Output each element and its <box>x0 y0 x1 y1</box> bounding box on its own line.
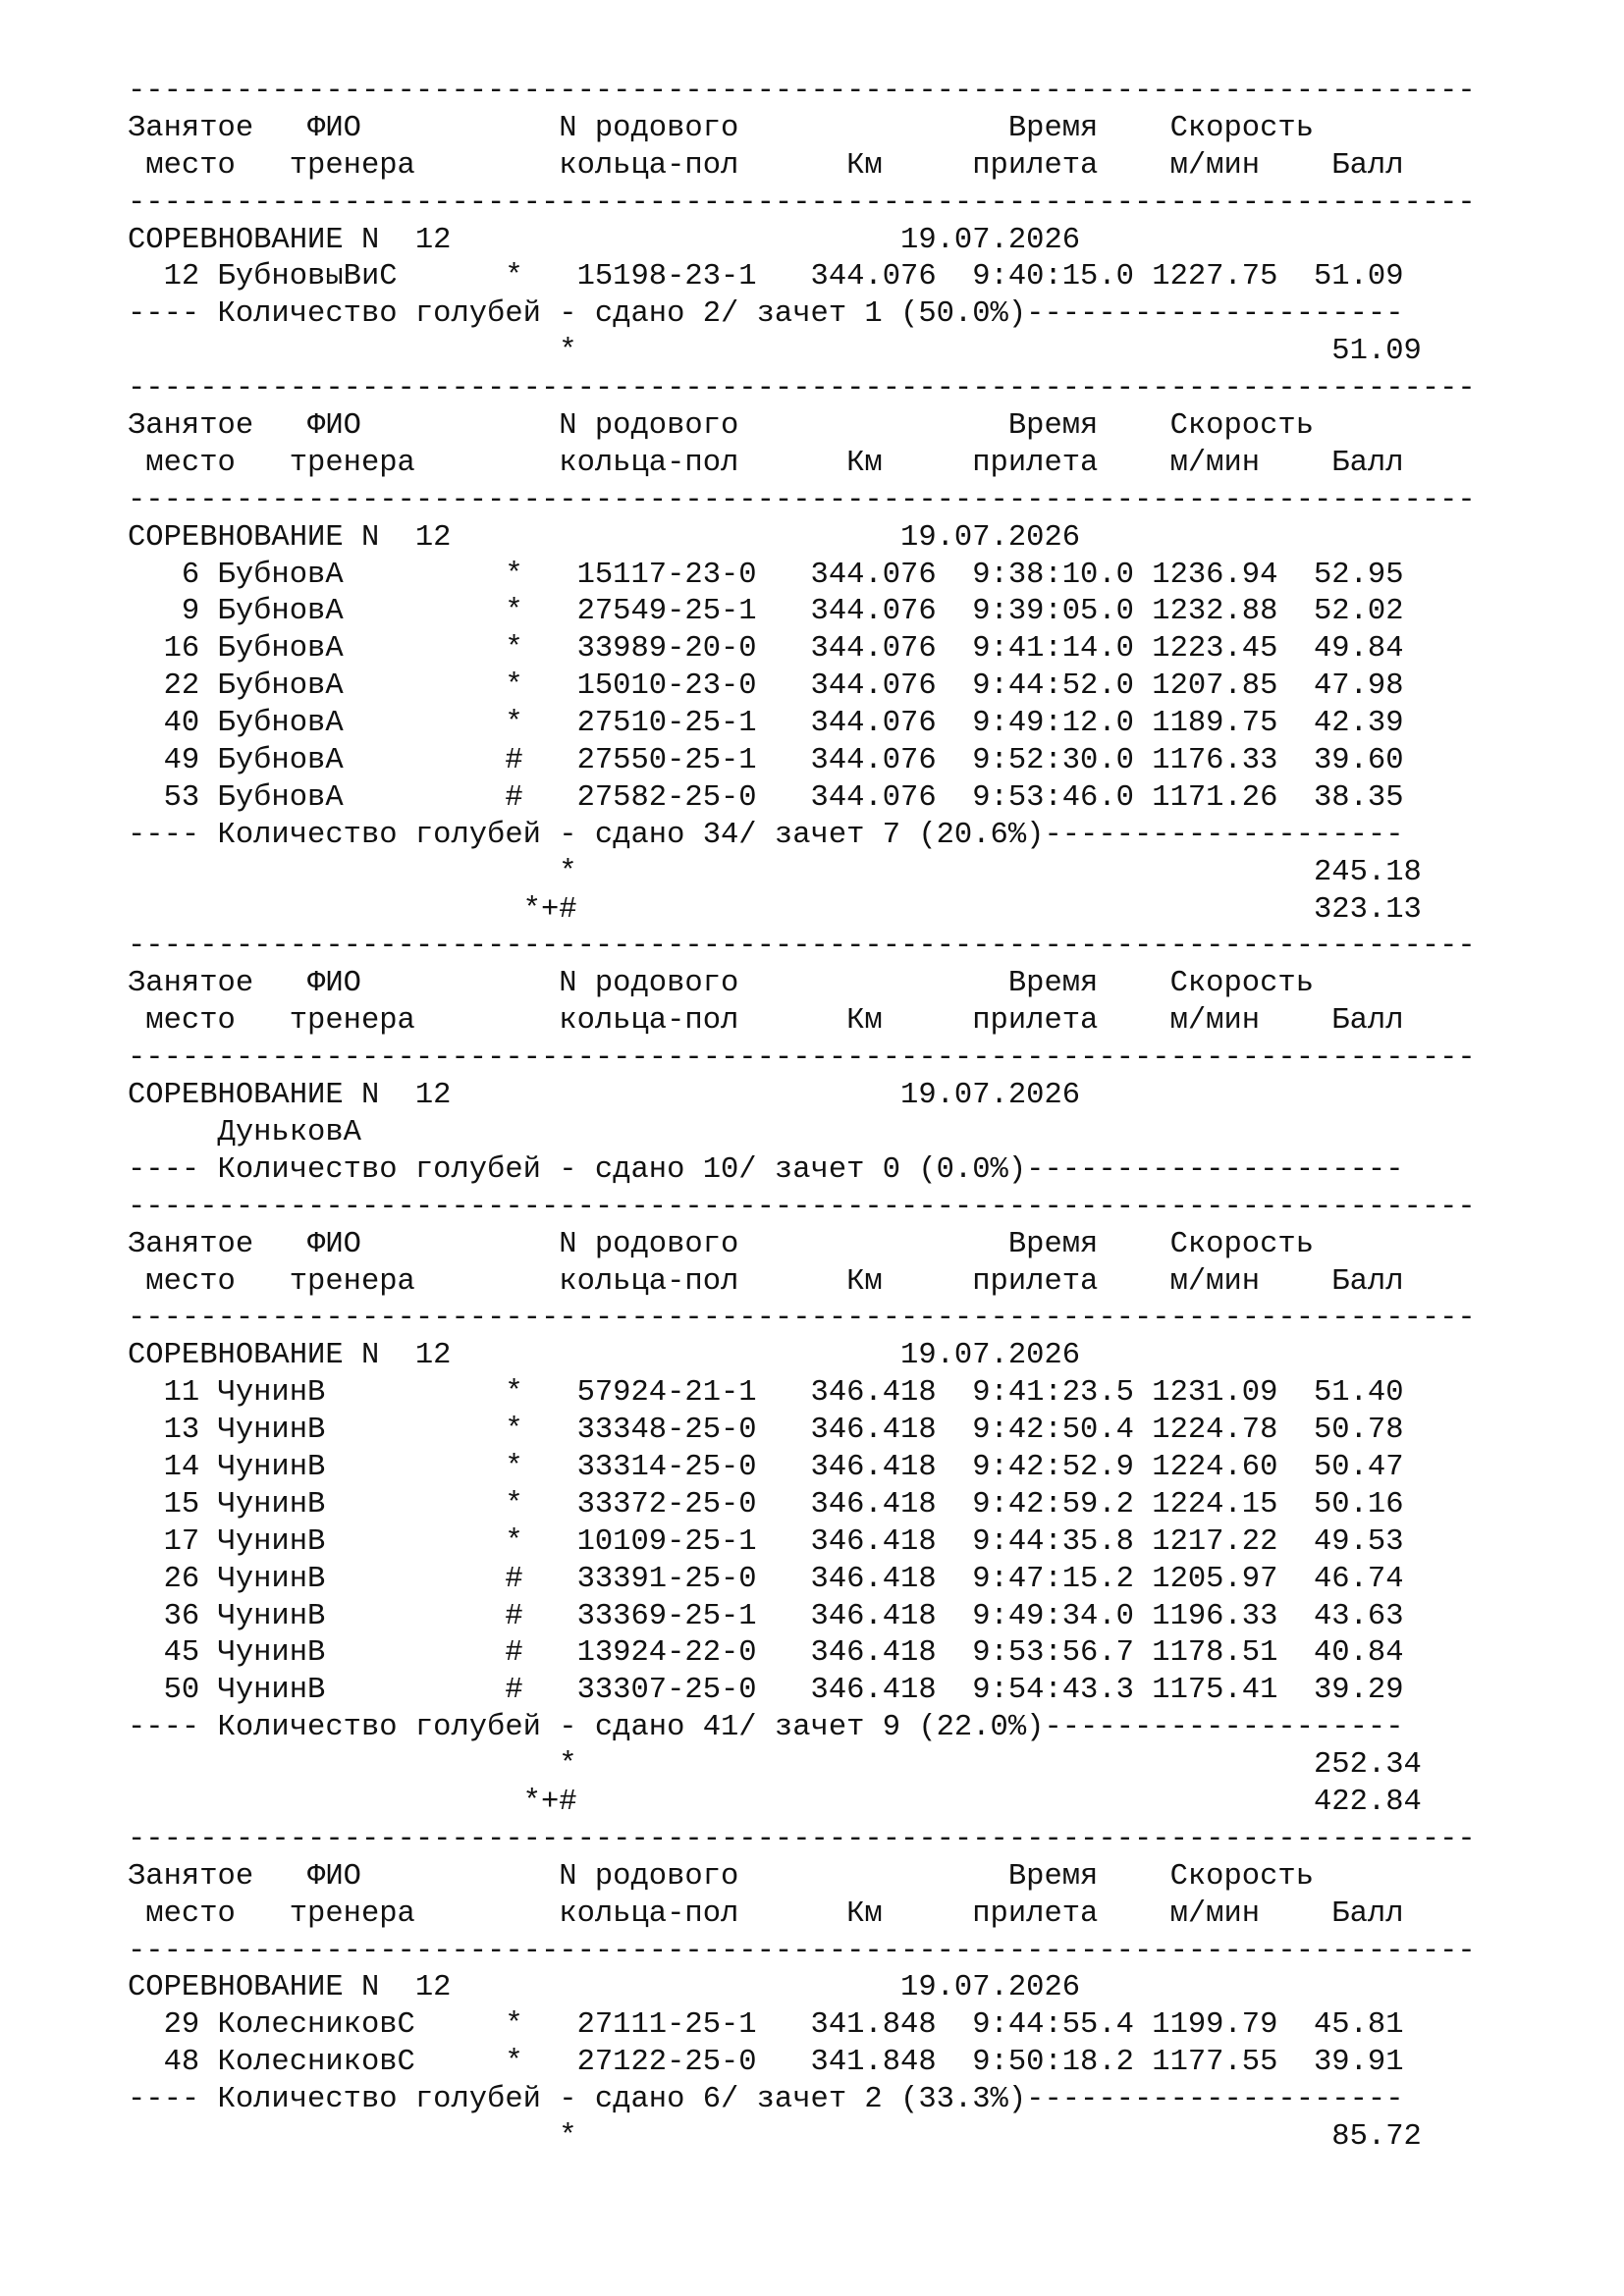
separator-line: --------------------------------------------------------------------------- <box>128 930 1476 964</box>
result-row: 49 БубновА # 27550-25-1 344.076 9:52:30.0 1176.33 39.60 <box>128 744 1404 778</box>
column-header-line: Занятое ФИО N родового Время Скорость <box>128 967 1314 1001</box>
separator-line: --------------------------------------------------------------------------- <box>128 1302 1476 1336</box>
result-row: ДуньковА <box>128 1115 361 1149</box>
result-row: 9 БубновА * 27549-25-1 344.076 9:39:05.0 1232.88 52.02 <box>128 595 1404 629</box>
result-row: 12 БубновыВиС * 15198-23-1 344.076 9:40:15.0 1227.75 51.09 <box>128 260 1404 294</box>
result-row: 50 ЧунинВ # 33307-25-0 346.418 9:54:43.3 1175.41 39.29 <box>128 1674 1404 1708</box>
result-row: 53 БубновА # 27582-25-0 344.076 9:53:46.0 1171.26 38.35 <box>128 780 1404 815</box>
summary-line: ---- Количество голубей - сдано 10/ зачет 0 (0.0%)--------------------- <box>128 1152 1404 1187</box>
total-line: *+# 422.84 <box>128 1785 1422 1819</box>
result-row: 17 ЧунинВ * 10109-25-1 346.418 9:44:35.8 1217.22 49.53 <box>128 1524 1404 1559</box>
column-header-line: Занятое ФИО N родового Время Скорость <box>128 409 1314 444</box>
competition-header-line: СОРЕВНОВАНИЕ N 12 19.07.2026 <box>128 223 1081 257</box>
summary-line: ---- Количество голубей - сдано 6/ зачет 2 (33.3%)--------------------- <box>128 2083 1404 2117</box>
competition-header-line: СОРЕВНОВАНИЕ N 12 19.07.2026 <box>128 1971 1081 2005</box>
total-line: * 252.34 <box>128 1748 1422 1783</box>
column-header-line: место тренера кольца-пол Км прилета м/мин Балл <box>128 1896 1404 1931</box>
competition-header-line: СОРЕВНОВАНИЕ N 12 19.07.2026 <box>128 1339 1081 1373</box>
column-header-line: место тренера кольца-пол Км прилета м/мин Балл <box>128 1264 1404 1299</box>
result-row: 36 ЧунинВ # 33369-25-1 346.418 9:49:34.0 1196.33 43.63 <box>128 1599 1404 1633</box>
separator-line: --------------------------------------------------------------------------- <box>128 1190 1476 1224</box>
result-row: 40 БубновА * 27510-25-1 344.076 9:49:12.0 1189.75 42.39 <box>128 707 1404 741</box>
result-row: 48 КолесниковС * 27122-25-0 341.848 9:50:18.2 1177.55 39.91 <box>128 2046 1404 2080</box>
column-header-line: Занятое ФИО N родового Время Скорость <box>128 1227 1314 1261</box>
summary-line: ---- Количество голубей - сдано 2/ зачет 1 (50.0%)--------------------- <box>128 297 1404 332</box>
result-row: 26 ЧунинВ # 33391-25-0 346.418 9:47:15.2 1205.97 46.74 <box>128 1562 1404 1596</box>
result-row: 45 ЧунинВ # 13924-22-0 346.418 9:53:56.7 1178.51 40.84 <box>128 1636 1404 1671</box>
column-header-line: место тренера кольца-пол Км прилета м/мин Балл <box>128 1004 1404 1039</box>
result-row: 13 ЧунинВ * 33348-25-0 346.418 9:42:50.4 1224.78 50.78 <box>128 1414 1404 1448</box>
total-line: * 85.72 <box>128 2119 1422 2154</box>
separator-line: --------------------------------------------------------------------------- <box>128 75 1476 108</box>
result-row: 15 ЧунинВ * 33372-25-0 346.418 9:42:59.2 1224.15 50.16 <box>128 1487 1404 1522</box>
total-line: * 51.09 <box>128 335 1422 369</box>
summary-line: ---- Количество голубей - сдано 41/ зачет 9 (22.0%)-------------------- <box>128 1711 1404 1745</box>
separator-line: --------------------------------------------------------------------------- <box>128 372 1476 406</box>
result-row: 6 БубновА * 15117-23-0 344.076 9:38:10.0 1236.94 52.95 <box>128 558 1404 592</box>
result-row: 14 ЧунинВ * 33314-25-0 346.418 9:42:52.9 1224.60 50.47 <box>128 1450 1404 1484</box>
result-row: 29 КолесниковС * 27111-25-1 341.848 9:44:55.4 1199.79 45.81 <box>128 2008 1404 2043</box>
separator-line: --------------------------------------------------------------------------- <box>128 1041 1476 1076</box>
separator-line: --------------------------------------------------------------------------- <box>128 483 1476 517</box>
separator-line: --------------------------------------------------------------------------- <box>128 1934 1476 1968</box>
report-page <box>128 74 1551 2157</box>
column-header-line: место тренера кольца-пол Км прилета м/мин Балл <box>128 446 1404 480</box>
result-row: 16 БубновА * 33989-20-0 344.076 9:41:14.0 1223.45 49.84 <box>128 632 1404 667</box>
total-line: *+# 323.13 <box>128 892 1422 927</box>
competition-header-line: СОРЕВНОВАНИЕ N 12 19.07.2026 <box>128 520 1081 555</box>
column-header-line: Занятое ФИО N родового Время Скорость <box>128 1859 1314 1894</box>
separator-line: --------------------------------------------------------------------------- <box>128 1822 1476 1856</box>
column-header-line: место тренера кольца-пол Км прилета м/мин Балл <box>128 148 1404 183</box>
column-header-line: Занятое ФИО N родового Время Скорость <box>128 111 1314 145</box>
result-row: 11 ЧунинВ * 57924-21-1 346.418 9:41:23.5 1231.09 51.40 <box>128 1376 1404 1411</box>
result-row: 22 БубновА * 15010-23-0 344.076 9:44:52.0 1207.85 47.98 <box>128 669 1404 704</box>
total-line: * 245.18 <box>128 855 1422 889</box>
summary-line: ---- Количество голубей - сдано 34/ зачет 7 (20.6%)-------------------- <box>128 818 1404 852</box>
separator-line: --------------------------------------------------------------------------- <box>128 186 1476 220</box>
competition-header-line: СОРЕВНОВАНИЕ N 12 19.07.2026 <box>128 1079 1081 1113</box>
